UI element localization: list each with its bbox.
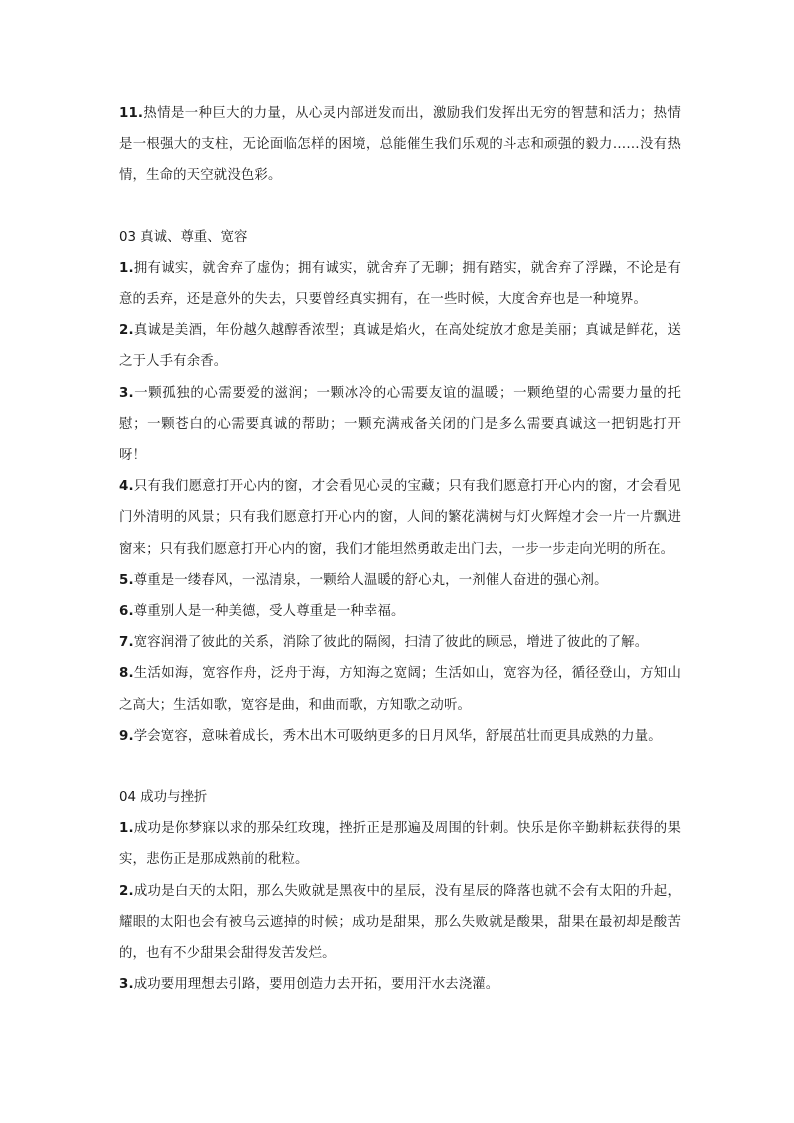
document-page <box>119 98 681 1000</box>
paragraph-03-4 <box>119 471 681 565</box>
item-text: 一颗孤独的心需要爱的滋润；一颗冰冷的心需要友谊的温暖；一颗绝望的心需要力量的托慰；一颗苍白的心需要真诚的帮助；一颗充满戒备关闭的门是多么需要真诚这一把钥匙打开呀！ <box>119 385 681 464</box>
section-heading: 03 真诚、尊重、宽容 <box>119 229 248 245</box>
item-number: 8. <box>119 666 134 682</box>
item-number: 4. <box>119 479 134 495</box>
item-text: 尊重别人是一种美德，受人尊重是一种幸福。 <box>133 604 405 620</box>
section-heading: 04 成功与挫折 <box>119 790 208 806</box>
paragraph-03-3 <box>119 378 681 472</box>
item-number: 2. <box>119 323 134 339</box>
item-text: 成功是你梦寐以求的那朵红玫瑰，挫折正是那遍及周围的针刺。快乐是你辛勤耕耘获得的果实，悲伤正是那成熟前的秕粒。 <box>119 821 681 868</box>
section-gap <box>119 192 681 222</box>
paragraph-03-7 <box>119 627 681 658</box>
item-text: 真诚是美酒，年份越久越醇香浓型；真诚是焰火，在高处绽放才愈是美丽；真诚是鲜花，送之于人手有余香。 <box>119 323 681 370</box>
item-text: 只有我们愿意打开心内的窗，才会看见心灵的宝藏；只有我们愿意打开心内的窗，才会看见门外清明的风景；只有我们愿意打开心内的窗，人间的繁花满树与灯火辉煌才会一片一片飘进窗来；只有我们愿意打开心内的窗，我们才能坦然勇敢走出门去，一步一步走向光明的所在。 <box>119 479 681 557</box>
item-number: 11. <box>119 106 144 121</box>
item-text: 宽容润滑了彼此的关系，消除了彼此的隔阂，扫清了彼此的顾忌，增进了彼此的了解。 <box>133 635 649 651</box>
item-text: 拥有诚实，就舍弃了虚伪；拥有诚实，就舍弃了无聊；拥有踏实，就舍弃了浮躁，不论是有意的丢弃，还是意外的失去，只要曾经真实拥有，在一些时候，大度舍弃也是一种境界。 <box>119 260 681 308</box>
paragraph-03-9 <box>119 721 681 752</box>
item-text: 生活如海，宽容作舟，泛舟于海，方知海之宽阔；生活如山，宽容为径，循径登山，方知山之高大；生活如歌，宽容是曲，和曲而歌，方知歌之动听。 <box>119 666 681 713</box>
section-04 <box>119 782 681 1000</box>
item-text: 成功是白天的太阳，那么失败就是黑夜中的星辰，没有星辰的降落也就不会有太阳的升起，耀眼的太阳也会有被乌云遮掉的时候；成功是甜果，那么失败就是酸果，甜果在最初却是酸苦的，也有不少甜果会甜得发苦发烂。 <box>119 883 681 962</box>
paragraph-11 <box>119 98 681 192</box>
item-number: 3. <box>119 385 134 401</box>
paragraph-03-1 <box>119 253 681 315</box>
paragraph-03-5 <box>119 565 681 596</box>
item-number: 7. <box>119 635 134 651</box>
section-03 <box>119 222 681 752</box>
paragraph-04-2 <box>119 876 681 970</box>
section-passion <box>119 98 681 192</box>
paragraph-03-6 <box>119 596 681 627</box>
section-gap <box>119 752 681 782</box>
item-number: 1. <box>119 260 134 276</box>
item-text: 尊重是一缕春风，一泓清泉，一颗给人温暖的舒心丸，一剂催人奋进的强心剂。 <box>133 572 608 588</box>
item-number: 6. <box>119 604 134 620</box>
paragraph-04-3 <box>119 969 681 1000</box>
item-number: 2. <box>119 883 134 899</box>
item-text: 成功要用理想去引路，要用创造力去开拓，要用汗水去浇灌。 <box>133 977 500 993</box>
paragraph-03-2 <box>119 315 681 377</box>
item-number: 1. <box>119 821 134 837</box>
item-number: 9. <box>119 728 134 744</box>
item-text: 热情是一种巨大的力量，从心灵内部迸发而出，激励我们发挥出无穷的智慧和活力；热情是一根强大的支柱，无论面临怎样的困境，总能催生我们乐观的斗志和顽强的毅力……没有热情，生命的天空就没色彩。 <box>119 106 681 184</box>
item-text: 学会宽容，意味着成长，秀木出木可吸纳更多的日月风华，舒展茁壮而更具成熟的力量。 <box>133 728 662 744</box>
paragraph-03-8 <box>119 658 681 720</box>
item-number: 3. <box>119 977 134 993</box>
item-number: 5. <box>119 572 134 588</box>
paragraph-04-1 <box>119 813 681 875</box>
